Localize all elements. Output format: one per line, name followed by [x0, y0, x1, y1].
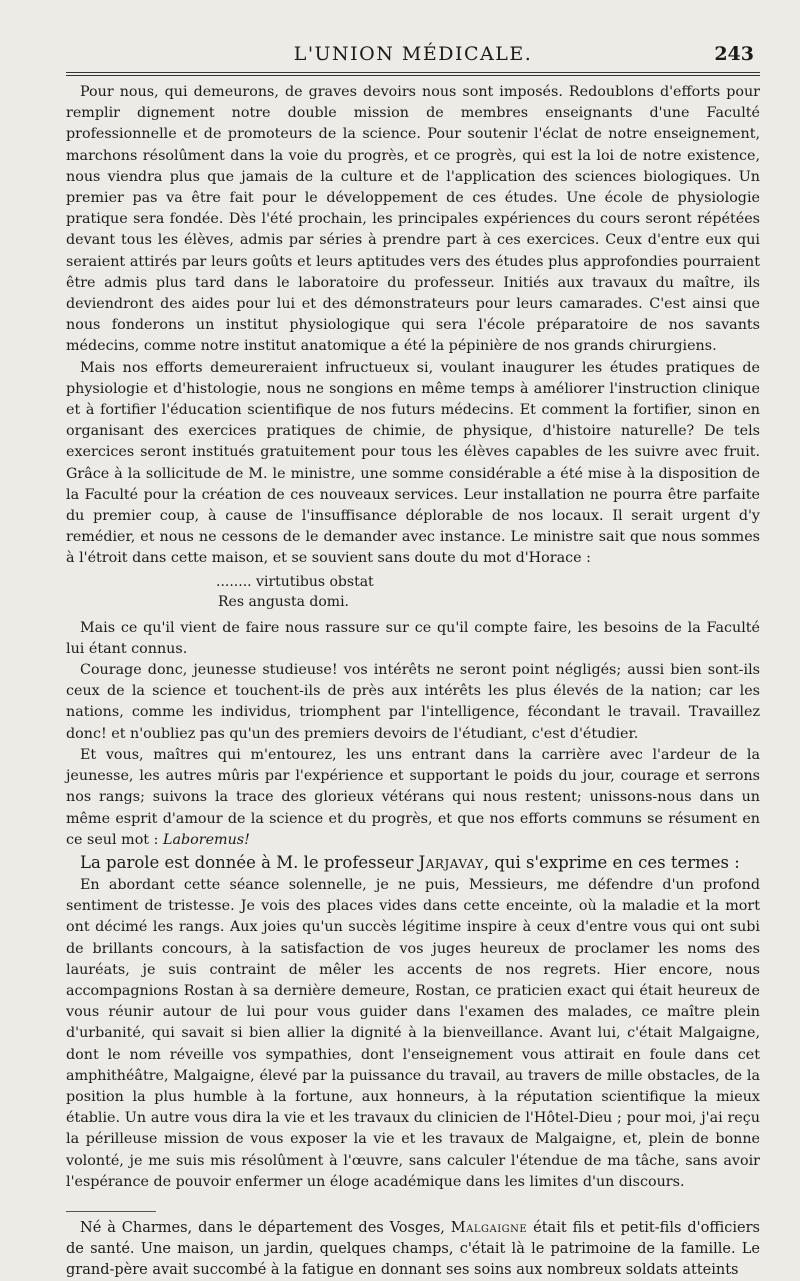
article-body: [66, 82, 760, 1193]
paragraph-5-text: Et vous, maîtres qui m'entourez, les uns entrant dans la carrière avec l'ardeur de la jeunesse, les autres mûris par l'expérience et supportant le poids du jour, courage et serrons nos rangs; suivons la trace des glorieux vétérans qui nous restent; unissons-nous dans un même esprit d'amour de la science et du progrès, et que nos efforts communs se résument en ce seul mot :: [66, 746, 760, 848]
paragraph-3: Mais ce qu'il vient de faire nous rassure sur ce qu'il compte faire, les besoins de la Faculté lui étant connus.: [66, 619, 760, 657]
paragraph-6: En abordant cette séance solennelle, je ne puis, Messieurs, me défendre d'un profond sentiment de tristesse. Je vois des places vides dans cette enceinte, où la maladie et la mort ont décimé les rangs. Aux joies qu'un succès légitime inspire à ceux d'entre vous qui ont subi de brillants concours, à la satisfaction de vos juges heureux de proclamer les noms des lauréats, je suis contraint de mêler les accents de nos regrets. Hier encore, nous accompagnions Rostan à sa dernière demeure, Rostan, ce praticien exact qui était heureux de vous réunir autour de lui pour vous guider dans l'examen des malades, ce maître plein d'urbanité, qui savait si bien allier la dignité à la bienveillance. Avant lui, c'était Malgaigne, dont le nom réveille vos sympathies, dont l'enseignement vous attirait en foule dans cet amphithéâtre, Malgaigne, élevé par la puissance du travail, au travers de mille obstacles, de la position la plus humble à la fortune, aux honneurs, à la réputation scientifique la mieux établie. Un autre vous dira la vie et les travaux du clinicien de l'Hôtel-Dieu ; pour moi, j'ai reçu la périlleuse mission de vous exposer la vie et les travaux de Malgaigne, et, plein de bonne volonté, je me suis mis résolûment à l'œuvre, sans calculer l'étendue de ma tâche, sans avoir l'espérance de pouvoir enfermer un éloge académique dans les limites d'un discours.: [66, 876, 760, 1190]
footnote-text: [66, 1218, 760, 1281]
header-rule: [66, 72, 760, 76]
speaker-after: , qui s'exprime en ces termes :: [483, 852, 740, 872]
footnote-rule: [66, 1211, 156, 1212]
motto-laboremus: Laboremus!: [162, 831, 250, 848]
footnote-after: était fils et petit-fils d'officiers de santé. Une maison, un jardin, quelques champs, c'était là le patrimoine de la famille. Le grand-père avait succombé à la fatigue en donnant ses soins aux nombreux soldats atteints: [66, 1219, 760, 1278]
journal-title: L'UNION MÉDICALE.: [293, 43, 533, 65]
horace-quotation: [66, 572, 760, 612]
running-head: [66, 0, 760, 65]
footnote: [66, 1218, 760, 1281]
paragraph-5: [66, 745, 760, 851]
footnote-before: Né à Charmes, dans le département des Vosges,: [80, 1219, 451, 1236]
verse-line-1: ........ virtutibus obstat: [216, 573, 374, 590]
paragraph-1: Pour nous, qui demeurons, de graves devoirs nous sont imposés. Redoublons d'efforts pour remplir dignement notre double mission de membres enseignants d'une Faculté professionnelle et de promoteurs de la science. Pour soutenir l'éclat de notre enseignement, marchons résolûment dans la voie du progrès, et ce progrès, qui est la loi de notre existence, nous viendra plus que jamais de la culture et de l'application des sciences biologiques. Un premier pas va être fait pour le développement de ces études. Une école de physiologie pratique sera fondée. Dès l'été prochain, les principales expériences du cours seront répétées devant tous les élèves, admis par séries à prendre part à ces exercices. Ceux d'entre eux qui seraient attirés par leurs goûts et leurs aptitudes vers des études plus approfondies pourraient être admis plus tard dans le laboratoire du professeur. Initiés aux travaux du maître, ils deviendront des aides pour lui et des démonstrateurs pour leurs camarades. C'est ainsi que nous fonderons un institut physiologique qui sera l'école préparatoire de nos savants médecins, comme notre institut anatomique a été la pépinière de nos grands chirurgiens.: [66, 84, 760, 355]
page-number: 243: [714, 43, 754, 65]
speaker-announcement: [66, 851, 760, 875]
speaker-before: La parole est donnée à M. le professeur: [80, 852, 419, 872]
verse-line-2: Res angusta domi.: [218, 593, 350, 610]
speaker-name: Jarjavay: [418, 852, 484, 872]
paragraph-2: Mais nos efforts demeureraient infructueux si, voulant inaugurer les études pratiques de physiologie et d'histologie, nous ne songions en même temps à améliorer l'instruction clinique et à fortifier l'éducation scientifique de nos futurs médecins. Et comment la fortifier, sinon en organisant des exercices pratiques de chimie, de physique, d'histoire naturelle? De tels exercices seront institués gratuitement pour tous les élèves capables de les suivre avec fruit. Grâce à la sollicitude de M. le ministre, une somme considérable a été mise à la disposition de la Faculté pour la création de ces nouveaux services. Leur installation ne pourra être parfaite du premier coup, à cause de l'insuffisance déplorable de nos locaux. Il serait urgent d'y remédier, et nous ne cessons de le demander avec instance. Le ministre sait que nous sommes à l'étroit dans cette maison, et se souvient sans doute du mot d'Horace :: [66, 359, 760, 567]
paragraph-4: Courage donc, jeunesse studieuse! vos intérêts ne seront point négligés; aussi bien sont-ils ceux de la science et touchent-ils de près aux intérêts les plus élevés de la nation; car les nations, comme les individus, triomphent par l'intelligence, fécondant le travail. Travaillez donc! et n'oubliez pas qu'un des premiers devoirs de l'étudiant, c'est d'étudier.: [66, 662, 760, 742]
footnote-name: Malgaigne: [450, 1219, 528, 1236]
